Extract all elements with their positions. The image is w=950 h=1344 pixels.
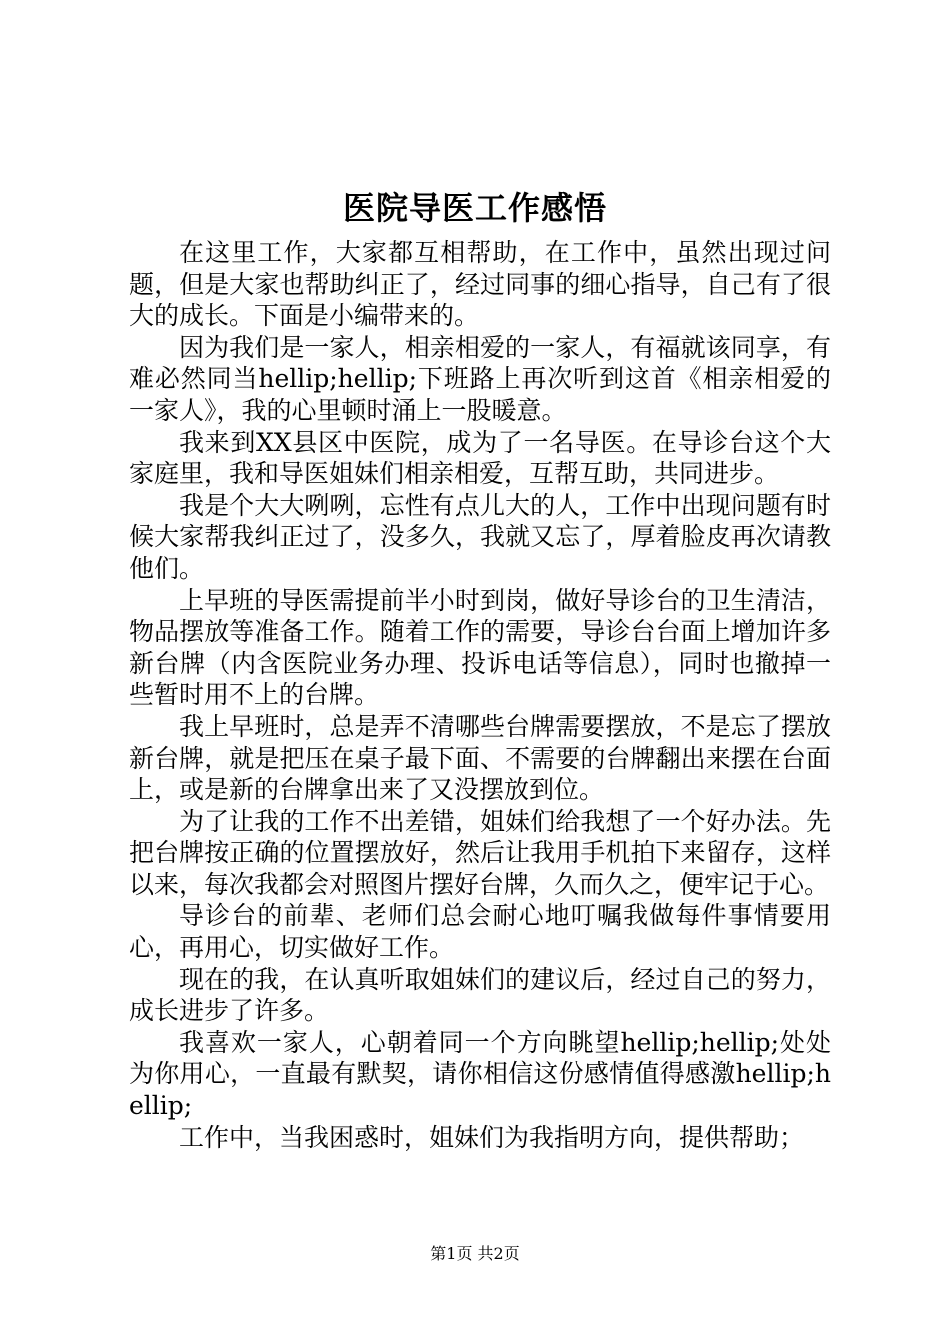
paragraph: 导诊台的前辈、老师们总会耐心地叮嘱我做每件事情要用心，再用心，切实做好工作。 [129, 901, 831, 963]
page-number: 第1页 [430, 1244, 473, 1263]
paragraph: 我是个大大咧咧，忘性有点儿大的人，工作中出现问题有时候大家帮我纠正过了，没多久，我就又忘了，厚着脸皮再次请教他们。 [129, 490, 831, 583]
paragraph: 上早班的导医需提前半小时到岗，做好导诊台的卫生清洁，物品摆放等准备工作。随着工作的需要，导诊台台面上增加许多新台牌（内含医院业务办理、投诉电话等信息），同时也撤掉一些暂时用不上的台牌。 [129, 585, 831, 710]
paragraph: 在这里工作，大家都互相帮助，在工作中，虽然出现过问题，但是大家也帮助纠正了，经过同事的细心指导，自己有了很大的成长。下面是小编带来的。 [129, 238, 831, 331]
document-title: 医院导医工作感悟 [342, 189, 607, 227]
page-footer [0, 1243, 950, 1265]
paragraph: 我来到XX县区中医院，成为了一名导医。在导诊台这个大家庭里，我和导医姐妹们相亲相爱，互帮互助，共同进步。 [129, 427, 831, 489]
paragraph: 为了让我的工作不出差错，姐妹们给我想了一个好办法。先把台牌按正确的位置摆放好，然后让我用手机拍下来留存，这样以来，每次我都会对照图片摆好台牌，久而久之，便牢记于心。 [129, 806, 831, 899]
paragraph: 因为我们是一家人，相亲相爱的一家人，有福就该同享，有难必然同当hellip;hellip;下班路上再次听到这首《相亲相爱的一家人》，我的心里顿时涌上一股暖意。 [129, 332, 831, 425]
page-total: 共2页 [477, 1244, 520, 1263]
paragraph: 我上早班时，总是弄不清哪些台牌需要摆放，不是忘了摆放新台牌，就是把压在桌子最下面、不需要的台牌翻出来摆在台面上，或是新的台牌拿出来了又没摆放到位。 [129, 711, 831, 805]
document-body [129, 237, 831, 1153]
paragraph: 现在的我，在认真听取姐妹们的建议后，经过自己的努力，成长进步了许多。 [129, 964, 831, 1026]
paragraph: 我喜欢一家人，心朝着同一个方向眺望hellip;hellip;处处为你用心，一直最有默契，请你相信这份感情值得感激hellip;hellip; [129, 1027, 831, 1121]
paragraph: 工作中，当我困惑时，姐妹们为我指明方向，提供帮助； [179, 1122, 805, 1152]
